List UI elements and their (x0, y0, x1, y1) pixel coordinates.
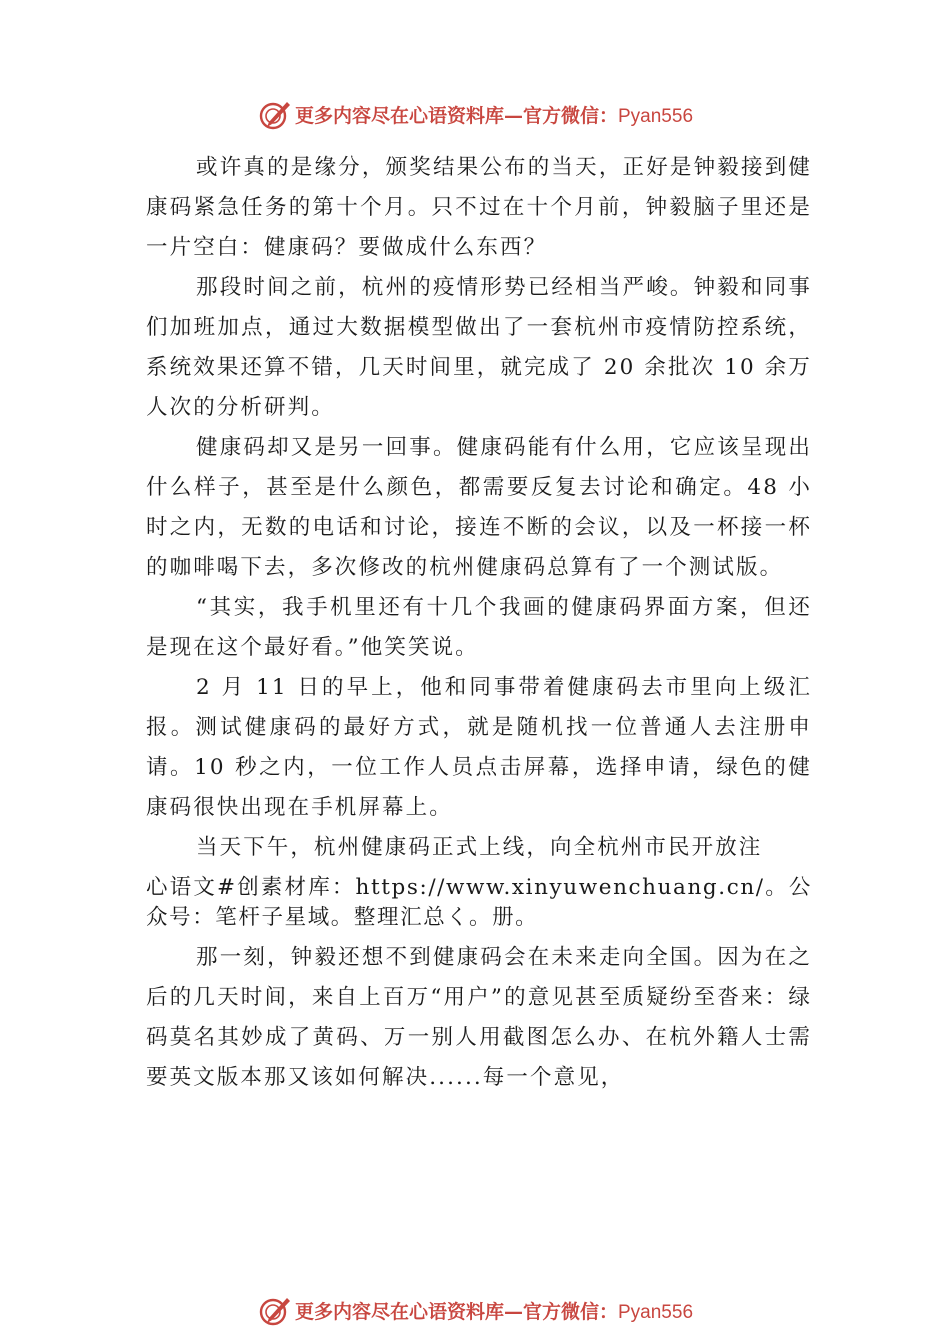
header-banner (0, 94, 950, 134)
paragraph: 健康码却又是另一回事。健康码能有什么用，它应该呈现出什么样子，甚至是什么颜色，都需要反复去讨论和确定。48 小时之内，无数的电话和讨论，接连不断的会议，以及一杯接一杯的咖啡喝下去，多次修改的杭州健康码总算有了一个测试版。 (146, 435, 812, 580)
paragraph: 2 月 11 日的早上，他和同事带着健康码去市里向上级汇报。测试健康码的最好方式，就是随机找一位普通人去注册申请。10 秒之内，一位工作人员点击屏幕，选择申请，绿色的健康码很快出现在手机屏幕上。 (146, 675, 812, 820)
footer-banner (0, 1290, 950, 1330)
footer-banner-id: Pyan556 (618, 1301, 694, 1323)
quill-logo-icon (257, 1292, 293, 1328)
paragraph: 当天下午，杭州健康码正式上线，向全杭州市民开放注 (196, 835, 763, 860)
paragraph: 那段时间之前，杭州的疫情形势已经相当严峻。钟毅和同事们加班加点，通过大数据模型做出了一套杭州市疫情防控系统，系统效果还算不错，几天时间里，就完成了 20 余批次 10 余万人次的分析研判。 (146, 275, 812, 420)
article-body (146, 148, 812, 1098)
paragraph: 那一刻，钟毅还想不到健康码会在未来走向全国。因为在之后的几天时间，来自上百万“用户”的意见甚至质疑纷至沓来：绿码莫名其妙成了黄码、万一别人用截图怎么办、在杭外籍人士需要英文版本那又该如何解决......每一个意见， (146, 945, 812, 1090)
paragraph: “其实，我手机里还有十几个我画的健康码界面方案，但还是现在这个最好看。”他笑笑说。 (146, 595, 812, 660)
paragraph: 或许真的是缘分，颁奖结果公布的当天，正好是钟毅接到健康码紧急任务的第十个月。只不过在十个月前，钟毅脑子里还是一片空白：健康码？要做成什么东西？ (146, 155, 812, 260)
footer-banner-text: 更多内容尽在心语资料库—官方微信：Pyan556 (294, 1300, 694, 1323)
header-banner-id: Pyan556 (618, 105, 694, 127)
watermark-notice: 心语文#创素材库：https://www.xinyuwenchuang.cn/。公众号：笔杆子星域。整理汇总く。册。 (146, 875, 812, 930)
header-banner-text: 更多内容尽在心语资料库—官方微信：Pyan556 (294, 104, 694, 127)
quill-logo-icon (257, 96, 293, 132)
